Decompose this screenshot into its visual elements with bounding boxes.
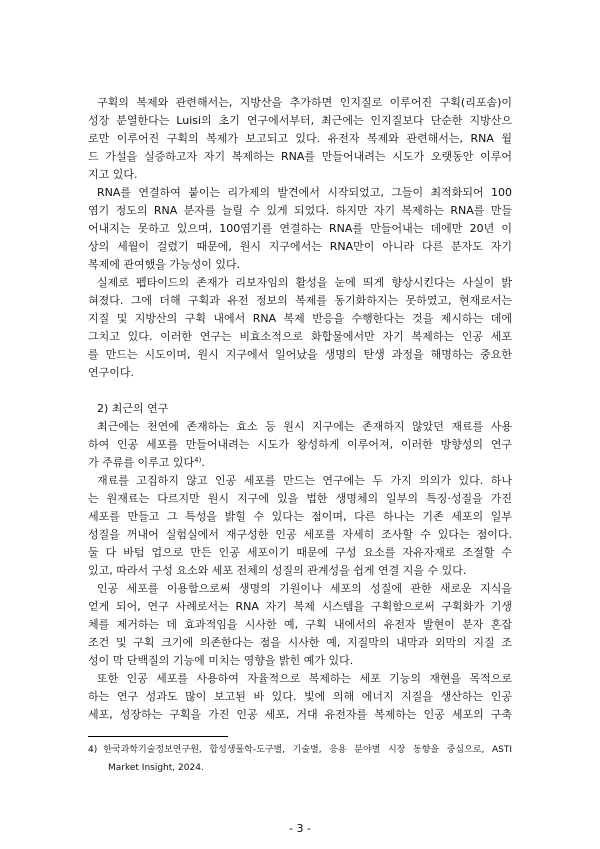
paragraph-line: RNA를 연결하여 붙이는 리가제의 발견에서 시작되었고, 그들이 최적화되어 100	[97, 186, 512, 199]
paragraph-line	[88, 454, 512, 472]
paragraph-line: 또한 인공 세포를 사용하여 자율적으로 복제하는 세포 기능의 재현을 목적으로	[97, 672, 512, 685]
paragraph-line: 혀졌다. 그에 더해 구획과 유전 정보의 복제를 동기화하지는 못하였고, 현재로서는	[88, 294, 512, 307]
paragraph	[88, 94, 512, 184]
paragraph-line: 로만 이루어진 구획의 복제가 보고되고 있다. 유전자 복제와 관련해서는, RNA 월	[88, 132, 512, 145]
document-body	[88, 94, 512, 724]
paragraph-line: 상의 세월이 걸렸기 때문에, 원시 지구에서는 RNA만이 아니라 다른 분자도 자기	[88, 240, 512, 253]
blank-line	[88, 382, 512, 400]
footnote-mark: 4)	[88, 745, 98, 755]
sentence-end: .	[201, 456, 205, 469]
paragraph-line: 하는 연구 성과도 많이 보고된 바 있다. 빛에 의해 에너지 지질을 생산하는 인공	[88, 690, 512, 703]
paragraph-line: 인공 세포를 이용함으로써 생명의 기원이나 세포의 성질에 관한 새로운 지식을	[97, 582, 512, 595]
footnote-divider	[88, 736, 228, 737]
paragraph-line: 조건 및 구획 크기에 의존한다는 점을 시사한 예, 지질막의 내막과 외막의 지질 조	[88, 636, 512, 649]
paragraph	[88, 274, 512, 382]
footnote	[88, 741, 512, 759]
paragraph-line: 실제로 펩타이드의 존재가 리보자임의 활성을 눈에 띄게 향상시킨다는 사실이 밝	[97, 276, 512, 289]
paragraph-line: 지질 및 지방산의 구획 내에서 RNA 복제 반응을 수행한다는 것을 제시하는 데에	[88, 312, 512, 325]
paragraph-line: 복제에 관여했을 가능성이 있다.	[88, 258, 241, 271]
paragraph-line: 성이 막 단백질의 기능에 미치는 영향을 밝힌 예가 있다.	[88, 654, 354, 667]
paragraph-line: 체를 제거하는 데 효과적임을 시사한 예, 구획 내에서의 유전자 발현이 분자 혼잡	[88, 618, 512, 631]
paragraph-line: 재료를 고집하지 않고 인공 세포를 만드는 연구에는 두 가지 의의가 있다. 하나	[97, 474, 512, 487]
footnotes	[88, 741, 512, 777]
paragraph-line: 는 원재료는 다르지만 원시 지구에 있을 법한 생명체의 일부의 특징·성질을 가진	[88, 492, 512, 505]
section-heading: 2) 최근의 연구	[97, 402, 169, 415]
paragraph-line: 드 가설을 실증하고자 자기 복제하는 RNA를 만들어내려는 시도가 오랫동안 이루어	[88, 150, 512, 163]
paragraph-line: 하여 인공 세포를 만들어내려는 시도가 왕성하게 이루어져, 이러한 방향성의 연구	[88, 438, 512, 451]
paragraph-line: 세포를 만들고 그 특성을 밝힐 수 있다는 점이며, 다른 하나는 기존 세포의 일부	[88, 510, 512, 523]
paragraph	[88, 184, 512, 274]
footnote-text-continued: Market Insight, 2024.	[108, 763, 204, 773]
page-number: - 3 -	[289, 822, 311, 835]
paragraph-line: 어내지는 못하고 있으며, 100염기를 연결하는 RNA를 만들어내는 데에만 20년 이	[88, 222, 512, 235]
paragraph-line: 연구이다.	[88, 366, 135, 379]
paragraph-line: 최근에는 천연에 존재하는 효소 등 원시 지구에는 존재하지 않았던 재료를 사용	[97, 420, 512, 433]
paragraph-line: 그치고 있다. 이러한 연구는 비효소적으로 화합물에서만 자기 복제하는 인공 세포	[88, 330, 512, 343]
paragraph	[88, 580, 512, 670]
paragraph-line: 세포, 성장하는 구획을 가진 인공 세포, 거대 유전자를 복제하는 인공 세포의 구축	[88, 708, 512, 721]
paragraph-line: 를 만드는 시도이며, 원시 지구에서 일어났을 생명의 탄생 과정을 해명하는 중요한	[88, 348, 512, 361]
footnote-reference: 4)	[194, 456, 202, 464]
paragraph	[88, 670, 512, 724]
paragraph-line: 지고 있다.	[88, 168, 138, 181]
paragraph-line: 구획의 복제와 관련해서는, 지방산을 추가하면 인지질로 이루어진 구획(리포솜)이	[97, 96, 512, 109]
paragraph	[88, 472, 512, 580]
footnote-text: 한국과학기술정보연구원, 합성생물학-도구별, 기술별, 응용 분야별 시장 동향을 중심으로, ASTI	[103, 745, 512, 755]
paragraph-line: 얻게 되어, 연구 사례로서는 RNA 자기 복제 시스템을 구획함으로써 구획화가 기생	[88, 600, 512, 613]
paragraph-line: 성장 분열한다는 Luisi의 초기 연구에서부터, 최근에는 인지질보다 단순한 지방산으	[88, 114, 512, 127]
paragraph-line: 성질을 꺼내어 실험실에서 재구성한 인공 세포를 자세히 조사할 수 있다는 점이다.	[88, 528, 512, 541]
paragraph-line: 염기 정도의 RNA 분자를 늘릴 수 있게 되었다. 하지만 자기 복제하는 RNA를 만들	[88, 204, 512, 217]
paragraph-line: 있고, 따라서 구성 요소와 세포 전체의 성질의 관계성을 쉽게 연결 지을 수 있다.	[88, 564, 467, 577]
paragraph-line: 둘 다 바텀 업으로 만든 인공 세포이기 때문에 구성 요소를 자유자재로 조절할 수	[88, 546, 512, 559]
paragraph-line-text: 가 주류를 이루고 있다	[88, 456, 195, 469]
paragraph	[88, 418, 512, 472]
